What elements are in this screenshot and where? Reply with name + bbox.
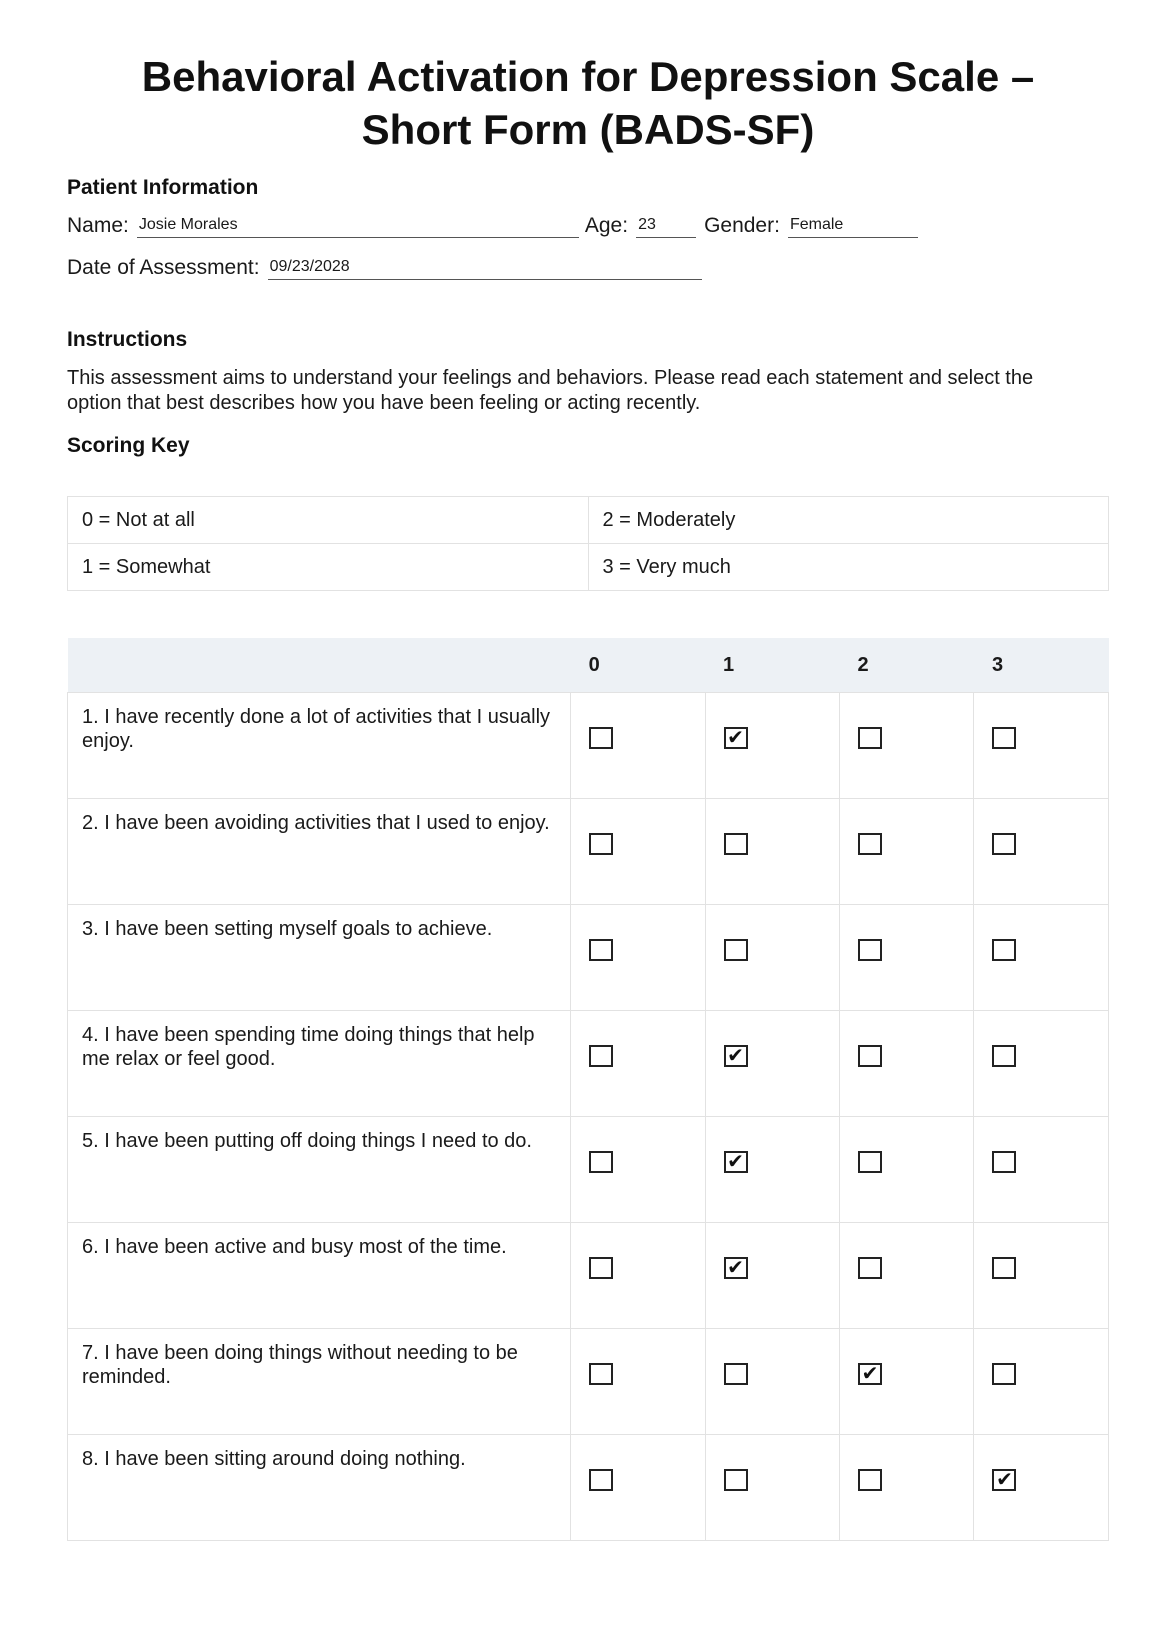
instructions-text: This assessment aims to understand your feelings and behaviors. Please read each statement and select the option that best describes how you have been feeling or acting recently. xyxy=(67,367,1034,414)
table-row xyxy=(68,1011,1109,1117)
assessment-date-row xyxy=(67,256,702,280)
key-cell-0: 0 = Not at all xyxy=(68,497,589,544)
key-cell-2: 2 = Moderately xyxy=(588,497,1109,544)
score-3-checkbox[interactable] xyxy=(992,939,1016,961)
score-cell-3 xyxy=(974,799,1109,905)
document-page xyxy=(67,0,1109,1491)
statement-cell: 2. I have been avoiding activities that I used to enjoy. xyxy=(68,799,571,905)
score-2-checkbox[interactable] xyxy=(858,833,882,855)
score-cell-3 xyxy=(974,1329,1109,1435)
score-cell-3 xyxy=(974,1011,1109,1117)
score-0-checkbox[interactable] xyxy=(589,1151,613,1173)
score-3-checkbox[interactable] xyxy=(992,1363,1016,1385)
statement-cell: 3. I have been setting myself goals to achieve. xyxy=(68,905,571,1011)
table-row xyxy=(68,1329,1109,1435)
score-cell-1 xyxy=(705,1117,839,1223)
table-header-row xyxy=(68,638,1109,693)
score-2-checkbox-checked[interactable]: ✔ xyxy=(858,1363,882,1385)
header-score-3: 3 xyxy=(974,638,1109,693)
score-cell-3 xyxy=(974,905,1109,1011)
header-score-0: 0 xyxy=(571,638,705,693)
key-cell-1: 1 = Somewhat xyxy=(68,544,589,591)
score-1-checkbox[interactable] xyxy=(724,1469,748,1491)
score-cell-3 xyxy=(974,693,1109,799)
score-cell-1 xyxy=(705,1329,839,1435)
statement-cell: 7. I have been doing things without needing to be reminded. xyxy=(68,1329,571,1435)
header-score-1: 1 xyxy=(705,638,839,693)
score-2-checkbox[interactable] xyxy=(858,1469,882,1491)
score-cell-0 xyxy=(571,1011,705,1117)
score-3-checkbox-checked[interactable]: ✔ xyxy=(992,1469,1016,1491)
score-0-checkbox[interactable] xyxy=(589,1257,613,1279)
scoring-key-table xyxy=(67,496,1109,591)
bads-items-table xyxy=(67,638,1109,1541)
score-cell-0 xyxy=(571,693,705,799)
document-title xyxy=(67,50,1109,156)
score-0-checkbox[interactable] xyxy=(589,727,613,749)
score-3-checkbox[interactable] xyxy=(992,727,1016,749)
table-row xyxy=(68,905,1109,1011)
score-2-checkbox[interactable] xyxy=(858,1257,882,1279)
scoring-key-heading: Scoring Key xyxy=(67,434,190,457)
score-1-checkbox[interactable] xyxy=(724,833,748,855)
table-row xyxy=(68,693,1109,799)
header-statement xyxy=(68,638,571,693)
statement-cell: 8. I have been sitting around doing nothing. xyxy=(68,1435,571,1541)
date-label: Date of Assessment: xyxy=(67,256,260,279)
statement-cell: 6. I have been active and busy most of the time. xyxy=(68,1223,571,1329)
score-1-checkbox[interactable] xyxy=(724,1363,748,1385)
statement-cell: 4. I have been spending time doing things that help me relax or feel good. xyxy=(68,1011,571,1117)
score-0-checkbox[interactable] xyxy=(589,833,613,855)
header-score-2: 2 xyxy=(840,638,974,693)
score-2-checkbox[interactable] xyxy=(858,939,882,961)
score-cell-2 xyxy=(840,693,974,799)
score-cell-2 xyxy=(840,905,974,1011)
date-field[interactable]: 09/23/2028 xyxy=(268,256,702,280)
score-0-checkbox[interactable] xyxy=(589,1045,613,1067)
patient-info-heading: Patient Information xyxy=(67,176,259,199)
score-cell-1 xyxy=(705,1011,839,1117)
score-0-checkbox[interactable] xyxy=(589,1363,613,1385)
score-1-checkbox-checked[interactable]: ✔ xyxy=(724,1151,748,1173)
key-cell-3: 3 = Very much xyxy=(588,544,1109,591)
score-cell-1 xyxy=(705,693,839,799)
table-body xyxy=(68,693,1109,1541)
score-3-checkbox[interactable] xyxy=(992,1151,1016,1173)
patient-name-row xyxy=(67,214,918,238)
score-2-checkbox[interactable] xyxy=(858,1045,882,1067)
title-line-1: Behavioral Activation for Depression Scale – xyxy=(141,53,1035,100)
score-cell-0 xyxy=(571,905,705,1011)
gender-label: Gender: xyxy=(704,214,780,237)
name-field[interactable]: Josie Morales xyxy=(137,214,579,238)
score-cell-2 xyxy=(840,799,974,905)
score-cell-1 xyxy=(705,905,839,1011)
score-1-checkbox[interactable] xyxy=(724,939,748,961)
score-1-checkbox-checked[interactable]: ✔ xyxy=(724,1257,748,1279)
score-cell-0 xyxy=(571,1223,705,1329)
score-3-checkbox[interactable] xyxy=(992,1045,1016,1067)
score-0-checkbox[interactable] xyxy=(589,1469,613,1491)
instructions-heading: Instructions xyxy=(67,328,188,351)
score-0-checkbox[interactable] xyxy=(589,939,613,961)
score-2-checkbox[interactable] xyxy=(858,727,882,749)
score-2-checkbox[interactable] xyxy=(858,1151,882,1173)
score-cell-0 xyxy=(571,1117,705,1223)
table-row xyxy=(68,1117,1109,1223)
score-cell-3 xyxy=(974,1117,1109,1223)
statement-cell: 1. I have recently done a lot of activities that I usually enjoy. xyxy=(68,693,571,799)
score-cell-1 xyxy=(705,799,839,905)
score-1-checkbox-checked[interactable]: ✔ xyxy=(724,1045,748,1067)
age-field[interactable]: 23 xyxy=(636,214,696,238)
name-label: Name: xyxy=(67,214,129,237)
table-row xyxy=(68,799,1109,905)
score-cell-0 xyxy=(571,1329,705,1435)
score-cell-0 xyxy=(571,1435,705,1541)
score-cell-2 xyxy=(840,1435,974,1541)
score-cell-1 xyxy=(705,1223,839,1329)
table-row xyxy=(68,1223,1109,1329)
score-cell-2 xyxy=(840,1329,974,1435)
statement-cell: 5. I have been putting off doing things I need to do. xyxy=(68,1117,571,1223)
score-1-checkbox-checked[interactable]: ✔ xyxy=(724,727,748,749)
score-cell-2 xyxy=(840,1011,974,1117)
score-cell-2 xyxy=(840,1223,974,1329)
score-cell-2 xyxy=(840,1117,974,1223)
score-cell-1 xyxy=(705,1435,839,1541)
age-label: Age: xyxy=(584,214,629,237)
score-cell-0 xyxy=(571,799,705,905)
score-cell-3 xyxy=(974,1435,1109,1541)
title-line-2: Short Form (BADS-SF) xyxy=(361,106,815,153)
table-row xyxy=(68,1435,1109,1541)
score-cell-3 xyxy=(974,1223,1109,1329)
score-3-checkbox[interactable] xyxy=(992,833,1016,855)
gender-field[interactable]: Female xyxy=(788,214,918,238)
score-3-checkbox[interactable] xyxy=(992,1257,1016,1279)
